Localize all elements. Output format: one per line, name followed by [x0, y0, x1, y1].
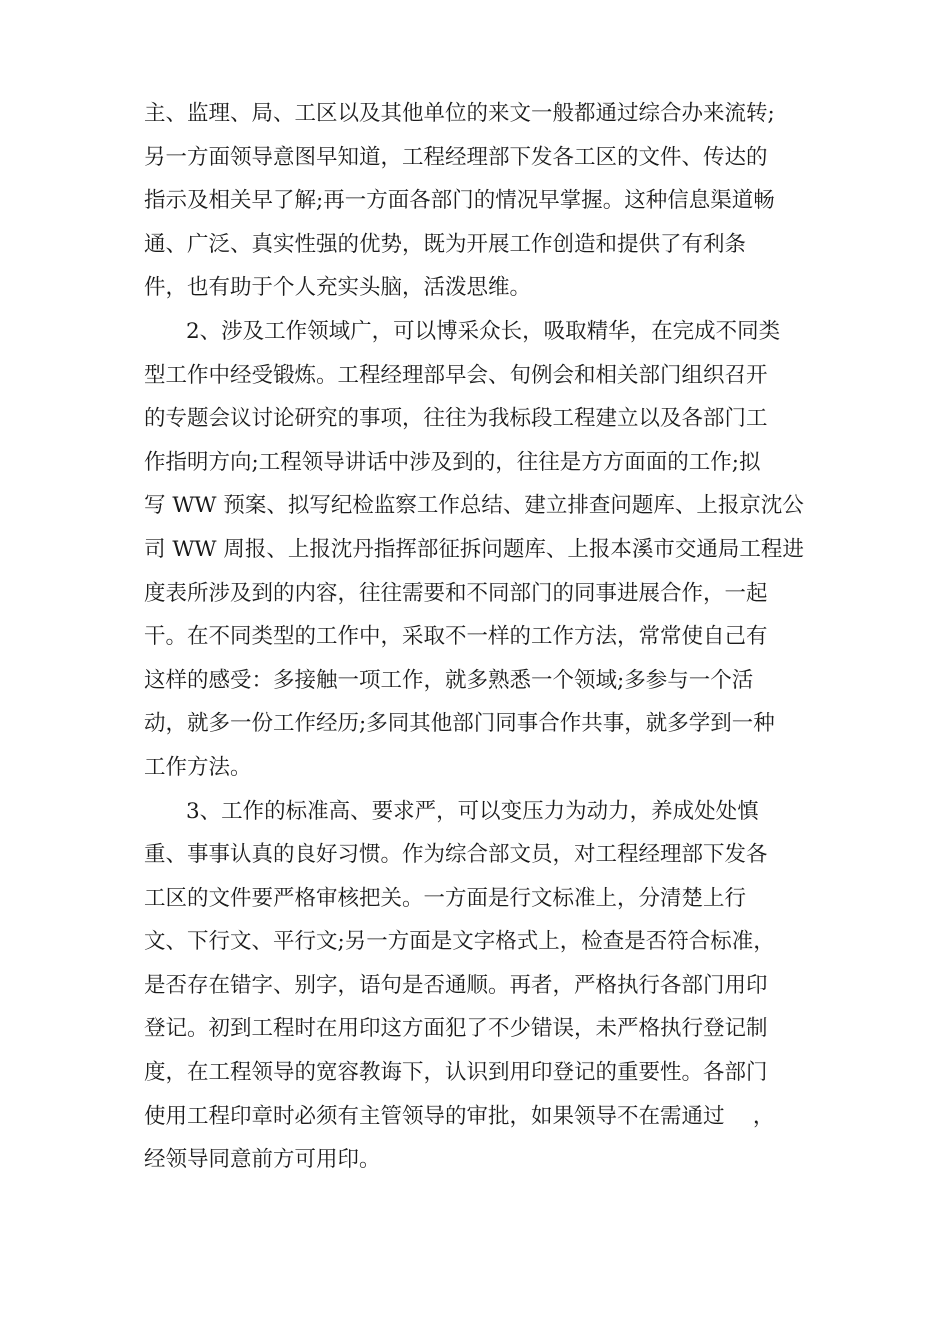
text-line: 型工作中经受锻炼。工程经理部早会、旬例会和相关部门组织召开 — [144, 362, 768, 388]
paragraph-3 — [144, 790, 814, 1182]
text-line: 件，也有助于个人充实头脑，活泼思维。 — [144, 275, 532, 301]
text-line: 另一方面领导意图早知道，工程经理部下发各工区的文件、传达的 — [144, 144, 768, 170]
text-line: 工区的文件要严格审核把关。一方面是行文标准上，分清楚上行 — [144, 885, 747, 911]
text-line: 写 WW 预案、拟写纪检监察工作总结、建立排查问题库、上报京沈公 — [144, 493, 804, 519]
text-line: 干。在不同类型的工作中，采取不一样的工作方法，常常使自己有 — [144, 624, 768, 650]
text-line-first: 3、工作的标准高、要求严，可以变压力为动力，养成处处慎 — [186, 798, 759, 824]
document-body — [144, 92, 814, 1182]
text-line: 登记。初到工程时在用印这方面犯了不少错误，未严格执行登记制 — [144, 1016, 768, 1042]
text-line: 作指明方向;工程领导讲话中涉及到的，往往是方方面面的工作;拟 — [144, 449, 761, 475]
text-line: 经领导同意前方可用印。 — [144, 1147, 381, 1173]
text-line: 的专题会议讨论研究的事项，往往为我标段工程建立以及各部门工 — [144, 406, 768, 432]
text-line: 文、下行文、平行文;另一方面是文字格式上，检查是否符合标准， — [144, 929, 775, 955]
text-line: 使用工程印章时必须有主管领导的审批，如果领导不在需通过 ， — [144, 1103, 775, 1129]
text-line: 主、监理、局、工区以及其他单位的来文一般都通过综合办来流转; — [144, 101, 775, 126]
paragraph-1 — [144, 92, 814, 310]
text-line-first: 2、涉及工作领域广，可以博采众长，吸取精华，在完成不同类 — [186, 318, 781, 344]
text-line: 指示及相关早了解;再一方面各部门的情况早掌握。这种信息渠道畅 — [144, 188, 775, 214]
text-line: 工作方法。 — [144, 754, 252, 780]
text-line: 度，在工程领导的宽容教诲下，认识到用印登记的重要性。各部门 — [144, 1060, 768, 1086]
text-line: 度表所涉及到的内容，往往需要和不同部门的同事进展合作，一起 — [144, 580, 768, 606]
text-line: 这样的感受：多接触一项工作，就多熟悉一个领域;多参与一个活 — [144, 667, 754, 693]
text-line: 通、广泛、真实性强的优势，既为开展工作创造和提供了有利条 — [144, 231, 747, 257]
text-line: 动，就多一份工作经历;多同其他部门同事合作共事，就多学到一种 — [144, 711, 775, 737]
paragraph-2 — [144, 310, 814, 790]
text-line: 是否存在错字、别字，语句是否通顺。再者，严格执行各部门用印 — [144, 972, 768, 998]
text-line: 司 WW 周报、上报沈丹指挥部征拆问题库、上报本溪市交通局工程进 — [144, 536, 804, 562]
text-line: 重、事事认真的良好习惯。作为综合部文员，对工程经理部下发各 — [144, 842, 768, 868]
